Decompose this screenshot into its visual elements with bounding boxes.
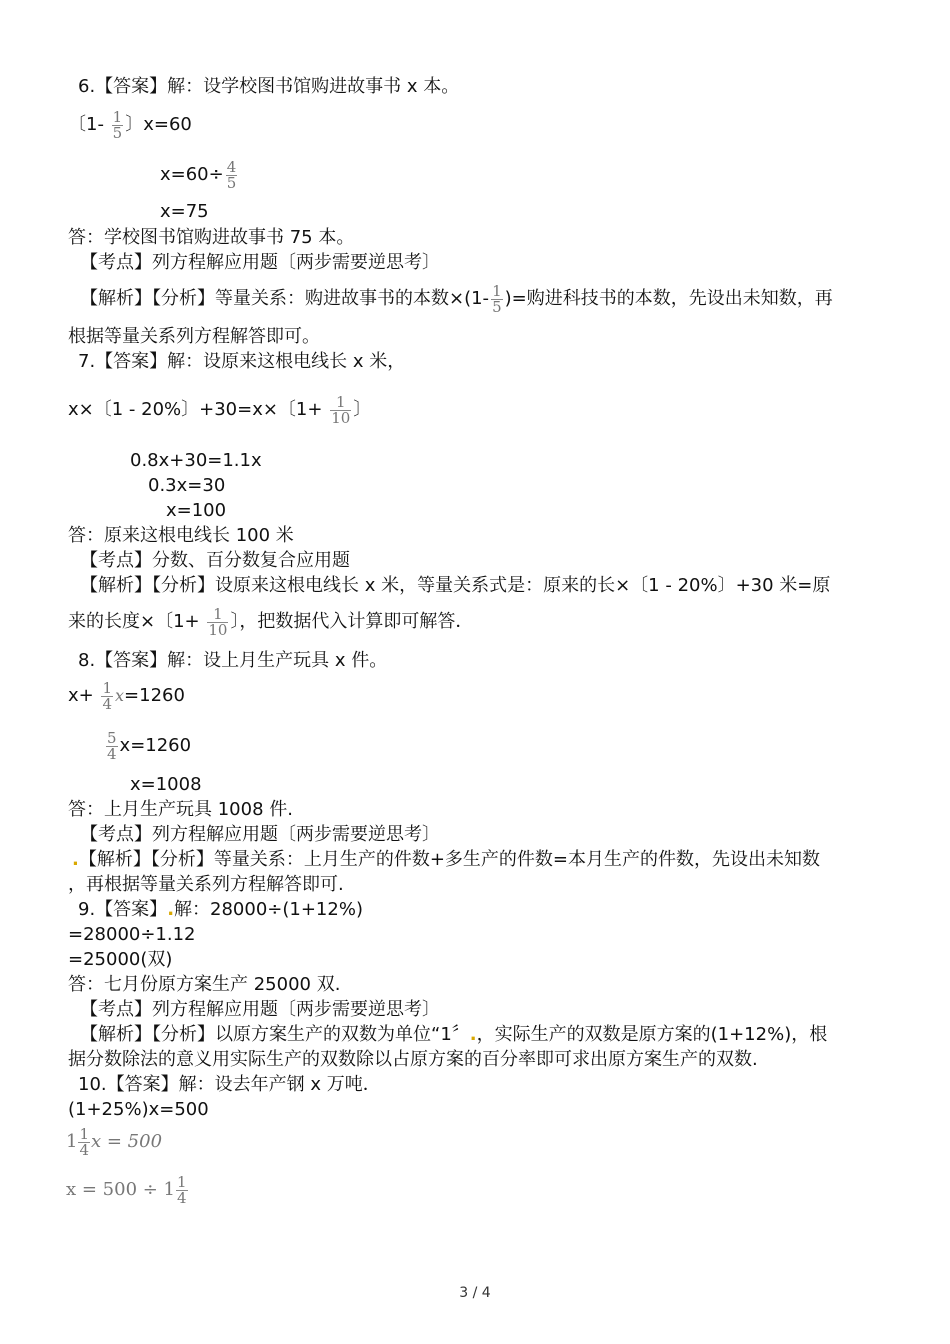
q7-eq1-post: 〕 [353,399,372,420]
denominator: 4 [79,1140,89,1159]
q7-equation-3: 0.3x=30 [148,475,226,496]
fraction [176,1172,188,1207]
q10-equation-2 [66,1122,162,1162]
q8-analysis-line-1 [72,849,820,871]
q6-equation-1 [68,106,192,144]
numerator: 5 [107,728,117,747]
q10-eq3-pre: x = 500 ÷ 1 [66,1179,176,1200]
q9-answer-pre: 9.【答案】 [78,899,168,920]
q10-answer: 10.【答案】解：设去年产钢 x 万吨． [78,1074,381,1095]
whole-part: 1 [66,1131,78,1152]
fraction [106,728,118,763]
q6-equation-2 [160,156,239,194]
q8-reply: 答：上月生产玩具 1008 件. [68,799,293,820]
q7-analysis-line-1: 【解析】【分析】设原来这根电线长 x 米，等量关系式是：原来的长×〔1 - 20%〕+30 米=原 [80,575,831,596]
q8-eq1-pre: x+ [68,685,100,706]
mixed-number [66,1122,91,1162]
denominator: 5 [226,173,237,192]
q6-eq2-pre: x=60÷ [160,164,224,185]
q6-equation-3: x=75 [160,201,209,222]
fraction [330,392,351,427]
page-number: 3 / 4 [459,1285,491,1301]
denominator: 4 [102,694,113,713]
denominator: 5 [492,297,502,316]
q9-answer [78,899,363,921]
denominator: 10 [208,620,228,639]
q7-analysis-line2-post: 〕，把数据代入计算即可解答． [230,611,474,632]
q8-equation-2 [104,726,191,766]
q9-equation-3: =25000(双) [68,949,173,970]
q7-equation-1 [68,390,371,430]
q9-equation-2: =28000÷1.12 [68,924,196,945]
q7-answer: 7.【答案】解：设原来这根电线长 x 米， [78,351,406,372]
q7-equation-2: 0.8x+30=1.1x [130,450,262,471]
q9-analysis-pre: 【解析】【分析】以原方案生产的双数为单位“1〞 [80,1024,470,1045]
q10-equation-3 [66,1170,189,1210]
q7-equation-4: x=100 [166,500,227,521]
q7-point: 【考点】分数、百分数复合应用题 [80,550,350,571]
q8-answer: 8.【答案】解：设上月生产玩具 x 件。 [78,650,388,671]
q7-analysis-line-2 [68,602,473,642]
q7-eq1-pre: x×〔1 - 20%〕+30=x×〔1+ [68,399,329,420]
q10-eq2-post: x = 500 [91,1131,163,1152]
numerator: 1 [102,678,113,697]
q8-eq2-post: x=1260 [119,735,192,756]
fraction [226,157,238,192]
fraction [78,1124,90,1159]
q6-eq1-pre: 〔1- [68,114,110,135]
fraction [112,107,124,142]
q8-analysis-line-2: ，再根据等量关系列方程解答即可. [68,874,344,895]
q9-analysis-line-2: 据分数除法的意义用实际生产的双数除以占原方案的百分率即可求出原方案生产的双数. [68,1049,758,1070]
q7-reply: 答：原来这根电线长 100 米 [68,525,294,546]
q9-answer-mark: . [167,899,175,920]
q8-eq1-post: =1260 [124,685,185,706]
q6-analysis-pre: 【解析】【分析】等量关系：购进故事书的本数×(1- [80,288,490,309]
numerator: 1 [112,107,123,126]
q9-point: 【考点】列方程解应用题〔两步需要逆思考〕 [80,999,440,1020]
q9-analysis-mark: . [469,1024,477,1045]
q7-analysis-line2-pre: 来的长度×〔1+ [68,611,206,632]
q8-analysis-text: 【解析】【分析】等量关系：上月生产的件数+多生产的件数=本月生产的件数，先设出未知数 [78,849,821,870]
denominator: 5 [112,123,123,142]
numerator: 1 [177,1172,187,1191]
q8-analysis-mark: . [72,849,79,870]
q6-analysis-post: )=购进科技书的本数，先设出未知数，再 [504,288,833,309]
q6-analysis-line-1 [80,280,833,318]
q6-analysis-line-2: 根据等量关系列方程解答即可。 [68,326,320,347]
q9-reply: 答：七月份原方案生产 25000 双. [68,974,341,995]
fraction [101,678,113,713]
q6-eq1-post: 〕x=60 [125,114,192,135]
fraction [491,281,503,316]
q8-point: 【考点】列方程解应用题〔两步需要逆思考〕 [80,824,440,845]
numerator: 1 [330,395,351,411]
q9-answer-post: 解：28000÷(1+12%) [174,899,363,920]
q6-answer: 6.【答案】解：设学校图书馆购进故事书 x 本。 [78,76,460,97]
fraction [207,604,228,639]
numerator: 1 [207,607,228,623]
numerator: 1 [492,281,502,300]
q6-reply: 答：学校图书馆购进故事书 75 本。 [68,227,355,248]
denominator: 10 [331,408,351,427]
q9-analysis-line-1 [80,1024,827,1046]
variable-x: x [115,686,125,705]
q8-equation-1 [68,676,185,716]
q6-point: 【考点】列方程解应用题〔两步需要逆思考〕 [80,252,440,273]
numerator: 4 [226,157,237,176]
q8-equation-3: x=1008 [130,774,202,795]
denominator: 4 [107,744,117,763]
q10-equation-1: (1+25%)x=500 [68,1099,209,1120]
q9-analysis-post: ，实际生产的双数是原方案的(1+12%)，根 [476,1024,828,1045]
denominator: 4 [177,1188,187,1207]
numerator: 1 [79,1124,89,1143]
